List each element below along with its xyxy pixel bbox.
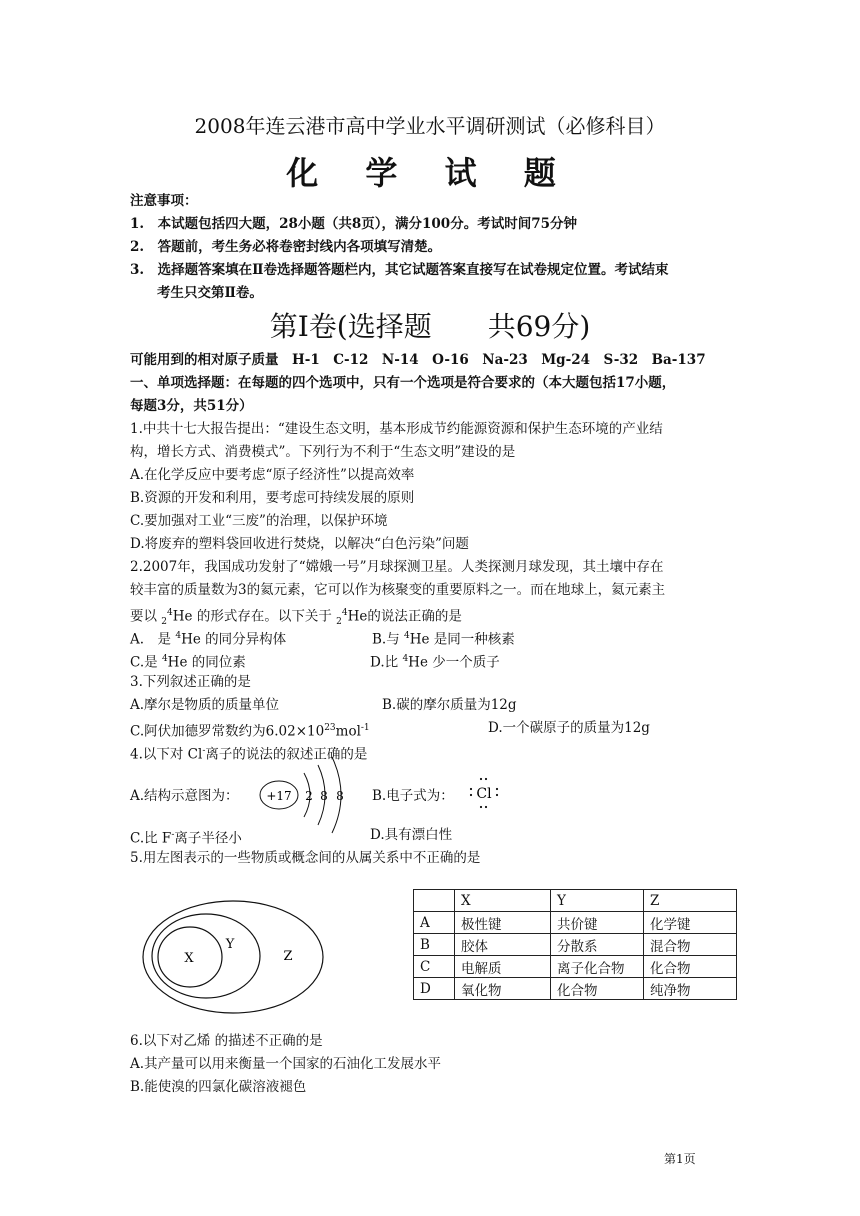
page-number: 第1页	[664, 1152, 696, 1166]
table-cell: 混合物	[644, 934, 737, 956]
q6-stem: 6.以下对乙烯 的描述不正确的是	[130, 1033, 323, 1049]
q1-stem-line1: 1.中共十七大报告提出：“建设生态文明，基本形成节约能源资源和保护生态环境的产业结	[130, 421, 663, 437]
section-instructions-1: 一、单项选择题：在每题的四个选项中，只有一个选项是符合要求的（本大题包括17小题，	[130, 375, 676, 391]
table-cell: 化合物	[644, 956, 737, 978]
q6-option-a: A.其产量可以用来衡量一个国家的石油化工发展水平	[130, 1056, 442, 1072]
table-cell: D	[414, 978, 455, 1000]
table-header-cell: Y	[551, 890, 644, 912]
table-cell: B	[414, 934, 455, 956]
q3-option-a: A.摩尔是物质的质量单位	[130, 697, 280, 713]
table-cell: C	[414, 956, 455, 978]
table-cell: 离子化合物	[551, 956, 644, 978]
q1-option-c: C.要加强对工业“三废”的治理，以保护环境	[130, 513, 388, 529]
q1-stem-line2: 构，增长方式、消费模式”。下列行为不利于“生态文明”建设的是	[130, 444, 516, 460]
venn-label-z: Z	[283, 949, 293, 964]
q1-option-d: D.将废弃的塑料袋回收进行焚烧，以解决“白色污染”问题	[130, 536, 469, 552]
exam-header: 2008年连云港市高中学业水平调研测试（必修科目）	[194, 114, 666, 138]
atomic-masses: 可能用到的相对原子质量 H-1 C-12 N-14 O-16 Na-23 Mg-24 S-32 Ba-137	[130, 352, 706, 368]
q5-options-table	[413, 889, 737, 1000]
q3-option-c: C.阿伏加德罗常数约为$6.02\times 10^{23}mol^{-1}$	[130, 723, 370, 740]
q4-option-b: B.电子式为：	[372, 788, 454, 804]
table-header-cell: Z	[644, 890, 737, 912]
q2-option-d: D.比 $^4$He 少一个质子	[370, 654, 500, 671]
table-cell: 化合物	[551, 978, 644, 1000]
table-header-cell: X	[455, 890, 551, 912]
table-cell: 共价键	[551, 912, 644, 934]
shell-2-electrons: 8	[320, 789, 328, 803]
table-cell: 氧化物	[455, 978, 551, 1000]
shell-1-electrons: 2	[305, 789, 313, 803]
notice-item-2: 2. 答题前，考生务必将卷密封线内各项填写清楚。	[130, 239, 442, 255]
notice-item-3-cont: 考生只交第Ⅱ卷。	[130, 285, 263, 301]
table-cell: A	[414, 912, 455, 934]
q4-option-d: D.具有漂白性	[370, 827, 453, 843]
q5-stem: 5.用左图表示的一些物质或概念间的从属关系中不正确的是	[130, 850, 481, 866]
table-cell: 化学键	[644, 912, 737, 934]
table-row	[414, 912, 737, 934]
q4-stem: 4.以下对 Cl-离子的说法的叙述正确的是	[130, 746, 368, 763]
table-cell: 胶体	[455, 934, 551, 956]
q2-option-b: B.与 $^4$He 是同一种核素	[372, 631, 515, 648]
q2-stem-line3: 要以 $_2^4$He 的形式存在。以下关于 $_2^4$He的说法正确的是	[130, 608, 462, 628]
chloride-electron-dot-formula	[464, 775, 504, 811]
venn-label-y: Y	[225, 937, 235, 952]
table-row	[414, 934, 737, 956]
venn-label-x: X	[184, 951, 194, 966]
table-cell: 电解质	[455, 956, 551, 978]
table-row	[414, 956, 737, 978]
q2-option-a: A. 是 $^4$He 的同分异构体	[130, 631, 287, 648]
q2-stem-line1: 2.2007年，我国成功发射了“嫦娥一号”月球探测卫星。人类探测月球发现，其土壤中存在	[130, 559, 664, 575]
notice-item-1: 1. 本试题包括四大题，28小题（共8页），满分100分。考试时间75分钟	[130, 216, 577, 232]
nucleus-label: +17	[266, 789, 292, 803]
q2-option-c: C.是 $^4$He 的同位素	[130, 654, 246, 671]
q3-option-d: D.一个碳原子的质量为12g	[488, 720, 650, 736]
q4-option-c: C.比 F-离子半径小	[130, 830, 242, 847]
table-header-cell	[414, 890, 455, 912]
table-cell: 极性键	[455, 912, 551, 934]
chloride-ion-structure-diagram	[250, 755, 360, 835]
table-cell: 分散系	[551, 934, 644, 956]
venn-diagram	[138, 898, 330, 1018]
section-instructions-2: 每题3分，共51分）	[130, 398, 253, 414]
q6-option-b: B.能使溴的四氯化碳溶液褪色	[130, 1079, 307, 1095]
q2-stem-line2: 较丰富的质量数为3的氦元素，它可以作为核聚变的重要原料之一。而在地球上，氦元素主	[130, 582, 666, 598]
q4-option-a: A.结构示意图为：	[130, 788, 239, 804]
table-header-row	[414, 890, 737, 912]
table-cell: 纯净物	[644, 978, 737, 1000]
exam-subject-title: 化 学 试 题	[286, 154, 574, 192]
notice-title: 注意事项：	[130, 193, 198, 209]
q1-option-b: B.资源的开发和利用，要考虑可持续发展的原则	[130, 490, 415, 506]
q3-option-b: B.碳的摩尔质量为12g	[382, 697, 517, 713]
shell-3-electrons: 8	[336, 789, 344, 803]
chlorine-symbol: Cl	[476, 786, 492, 802]
table-row	[414, 978, 737, 1000]
notice-item-3: 3. 选择题答案填在Ⅱ卷选择题答题栏内，其它试题答案直接写在试卷规定位置。考试结束	[130, 262, 669, 278]
q3-stem: 3.下列叙述正确的是	[130, 674, 251, 690]
section-title: 第Ⅰ卷(选择题 共69分)	[269, 310, 591, 343]
q1-option-a: A.在化学反应中要考虑“原子经济性”以提高效率	[130, 467, 415, 483]
